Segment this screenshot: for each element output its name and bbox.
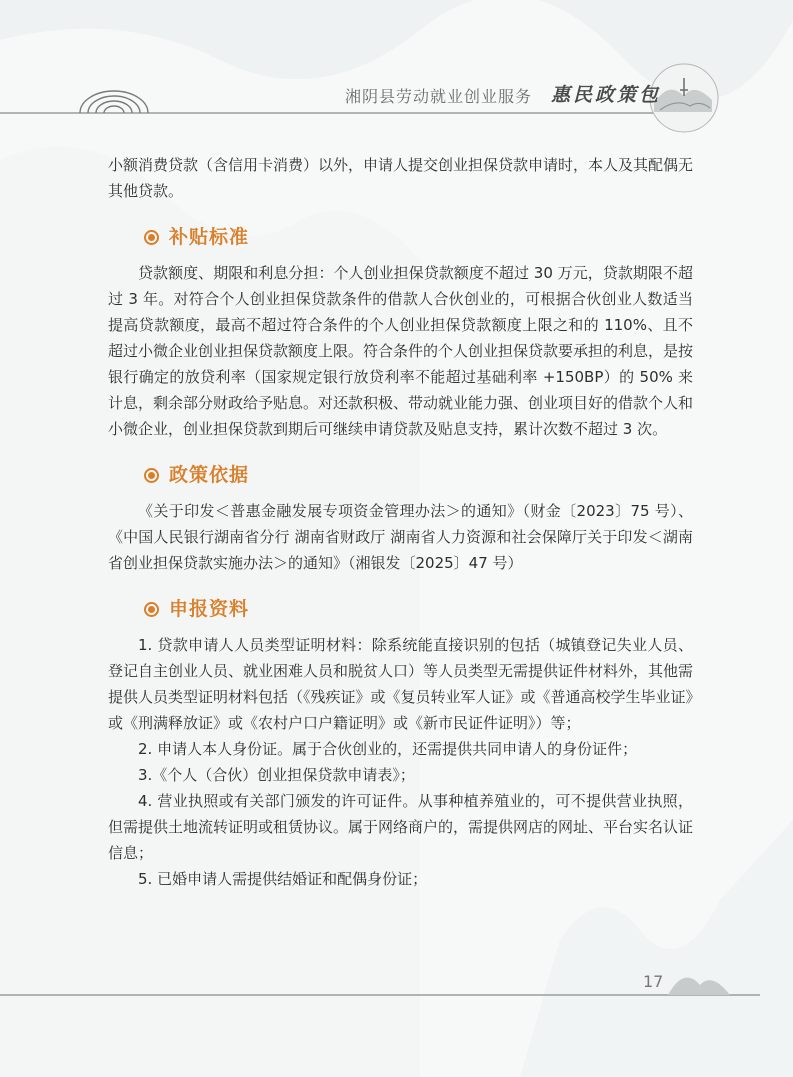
header-brand: 惠民政策包 bbox=[551, 84, 662, 106]
basis-paragraph: 《关于印发＜普惠金融发展专项资金管理办法＞的通知》（财金〔2023〕75 号）、《中国人民银行湖南省分行 湖南省财政厅 湖南省人力资源和社会保障厅关于印发＜湖南省创业担保贷款实施办法＞的通知》（湘银发〔2025〕47 号） bbox=[108, 502, 693, 572]
materials-item: 2. 申请人本人身份证。属于合伙创业的，还需提供共同申请人的身份证件； bbox=[138, 740, 638, 758]
materials-item: 1. 贷款申请人人员类型证明材料：除系统能直接识别的包括（城镇登记失业人员、登记自主创业人员、就业困难人员和脱贫人口）等人员类型无需提供证件材料外，其他需提供人员类型证明材料包括（《残疾证》或《复员转业军人证》或《普通高校学生毕业证》或《刑满释放证》或《农村户口户籍证明》或《新市民证件证明》）等； bbox=[108, 636, 694, 732]
section-heading-materials bbox=[144, 592, 693, 626]
section-title: 补贴标准 bbox=[169, 226, 250, 248]
page-number: 17 bbox=[643, 972, 664, 991]
materials-item: 3.《个人（合伙）创业担保贷款申请表》； bbox=[138, 766, 415, 784]
intro-paragraph: 小额消费贷款（含信用卡消费）以外，申请人提交创业担保贷款申请时，本人及其配偶无其他贷款。 bbox=[108, 156, 694, 200]
materials-item: 4. 营业执照或有关部门颁发的许可证件。从事种植养殖业的，可不提供营业执照，但需提供土地流转证明或租赁协议。属于网络商户的，需提供网店的网址、平台实名认证信息； bbox=[108, 792, 694, 862]
section-heading-basis bbox=[144, 458, 693, 492]
section-bullet-icon bbox=[144, 230, 159, 245]
section-heading-subsidy bbox=[144, 220, 693, 254]
section-title: 申报资料 bbox=[169, 598, 250, 620]
materials-item: 5. 已婚申请人需提供结婚证和配偶身份证； bbox=[138, 870, 428, 888]
subsidy-paragraph: 贷款额度、期限和利息分担：个人创业担保贷款额度不超过 30 万元，贷款期限不超过 3 年。对符合个人创业担保贷款条件的借款人合伙创业的，可根据合伙创业人数适当提高贷款额度，最高不超过符合条件的个人创业担保贷款额度上限之和的 110%、且不超过小微企业创业担保贷款额度上限。符合条件的个人创业担保贷款要承担的利息，是按银行确定的放贷利率（国家规定银行放贷利率不能超过基础利率 +150BP）的 50% 来计息，剩余部分财政给予贴息。对还款积极、带动就业能力强、创业项目好的借款个人和小微企业，创业担保贷款到期后可继续申请贷款及贴息支持，累计次数不超过 3 次。 bbox=[108, 264, 694, 438]
header-title: 湘阴县劳动就业创业服务 bbox=[345, 87, 533, 106]
section-bullet-icon bbox=[144, 602, 159, 617]
section-title: 政策依据 bbox=[169, 464, 250, 486]
section-bullet-icon bbox=[144, 468, 159, 483]
page-content bbox=[108, 152, 693, 892]
